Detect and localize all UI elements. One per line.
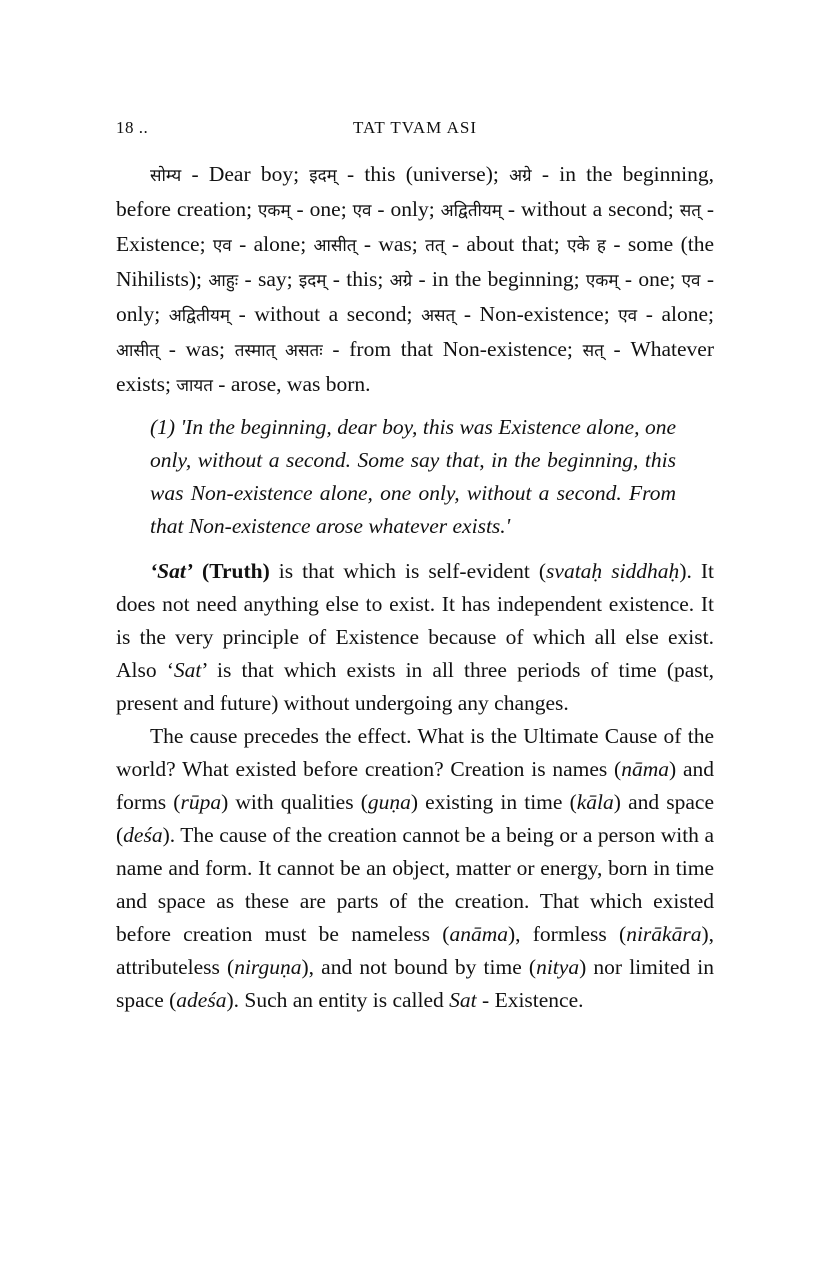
text-run: ). Such an entity is called [226,988,450,1012]
gloss-meaning: - from that Non-existence; [322,337,583,361]
text-run: The cause precedes the effect. What is the Ultimate Cause of the world? What existed before creation? Creation is names ( [116,724,714,781]
gloss-meaning: - in the beginning; [412,267,586,291]
gloss-meaning: - arose, was born. [212,372,371,396]
gloss-sanskrit: एव [212,236,232,256]
gloss-sanskrit: सोम्य [150,166,182,186]
text-run: ) with qualities ( [221,790,368,814]
term-anama: anāma [449,922,508,946]
gloss-meaning: - one; [618,267,682,291]
term-sat-final: Sat [449,988,477,1012]
gloss-meaning: - only; [116,267,714,326]
gloss-meaning: - alone; [231,232,314,256]
gloss-meaning: - without a second; [501,197,680,221]
gloss-sanskrit: असत् [421,306,456,326]
term-sat-gloss: (Truth) [202,559,270,583]
sat-definition-paragraph [116,555,714,720]
gloss-sanskrit: अग्रे [509,166,532,186]
gloss-sanskrit: इदम् [298,271,327,291]
gloss-sanskrit: एके ह [567,236,606,256]
term-sat-inline: Sat [173,658,202,682]
gloss-sanskrit: अग्रे [389,271,413,291]
gloss-meaning: - about that; [444,232,568,256]
gloss-sanskrit: सत् [679,201,701,221]
text-run: ). The cause of the creation cannot be a being or a person with a name and form. It cannot be an object, matter or energy, born in time and space as these are parts of the creation. That which existed before creation must be nameless ( [116,823,714,946]
page-number: 18 .. [116,118,149,137]
gloss-sanskrit: एकम् [585,271,619,291]
gloss-sanskrit: इदम् [309,166,337,186]
text-run: ) existing in time ( [410,790,577,814]
gloss-sanskrit: आसीत् [313,236,357,256]
gloss-meaning: - was; [158,337,235,361]
gloss-sanskrit: एकम् [258,201,291,221]
word-gloss-paragraph [116,158,714,403]
term-nirguna: nirguṇa [234,955,302,979]
term-desa: deśa [123,823,163,847]
gloss-meaning: - alone; [637,302,714,326]
gloss-sanskrit: जायत [176,376,213,396]
text-run: - Existence. [476,988,584,1012]
term-nirakara: nirākāra [626,922,702,946]
gloss-meaning: - Dear boy; [181,162,310,186]
text-run: ), formless ( [507,922,627,946]
gloss-sanskrit: एव [618,306,638,326]
gloss-meaning: - Non-existence; [455,302,619,326]
term-rupa: rūpa [180,790,222,814]
text-run: ) and forms ( [116,757,714,814]
term-kala: kāla [576,790,614,814]
gloss-sanskrit: अद्वितीयम् [168,306,231,326]
gloss-meaning: - Existence; [116,197,715,256]
gloss-sanskrit: तत् [425,236,445,256]
term-nitya: nitya [536,955,580,979]
text-run: is that which is self-evident ( [269,559,547,583]
text-run: ). It does not need anything else to exist. It has independent existence. It is the very principle of Existence because of which all else exist. Also ‘ [116,559,715,682]
gloss-meaning: - in the beginning, before creation; [116,162,715,221]
gloss-sanskrit: आसीत् [116,341,159,361]
text-run: ), and not bound by time ( [301,955,537,979]
gloss-sanskrit: आहुः [208,271,239,291]
gloss-meaning: - this (universe); [336,162,510,186]
gloss-sanskrit: तस्मात् असतः [234,341,323,361]
gloss-meaning: - Whatever exists; [116,337,714,396]
gloss-sanskrit: सत् [582,341,604,361]
page-header [116,118,714,142]
text-run: ) and space ( [116,790,714,847]
text-run: ), attributeless ( [116,922,714,979]
term-guna: guṇa [367,790,411,814]
term-nama: nāma [621,757,669,781]
gloss-meaning: - without a second; [230,302,422,326]
gloss-meaning: - this; [326,267,390,291]
gloss-meaning: - one; [290,197,353,221]
gloss-meaning: - say; [238,267,299,291]
verse-translation: (1) 'In the beginning, dear boy, this was Existence alone, one only, without a second. Some say that, in the beginning, this was Non-existence alone, one only, without a second. From that Non-existence arose whatever exists.' [150,415,676,538]
gloss-meaning: - only; [371,197,441,221]
text-run: ’ is that which exists in all three periods of time (past, present and future) without undergoing any changes. [116,658,714,715]
gloss-sanskrit: एव [681,271,701,291]
gloss-meaning: - was; [356,232,426,256]
gloss-meaning: - some (the Nihilists); [116,232,714,291]
gloss-sanskrit: एव [352,201,372,221]
term-sat: ‘Sat’ [150,559,193,583]
running-title: TAT TVAM ASI [352,118,477,137]
gloss-sanskrit: अद्वितीयम् [440,201,502,221]
body-text [116,158,714,1017]
term-svatah-siddhah: svataḥ siddhaḥ [546,559,680,583]
ultimate-cause-paragraph [116,720,714,1017]
text-run: ) nor limited in space ( [116,955,714,1012]
term-adesa: adeśa [176,988,227,1012]
